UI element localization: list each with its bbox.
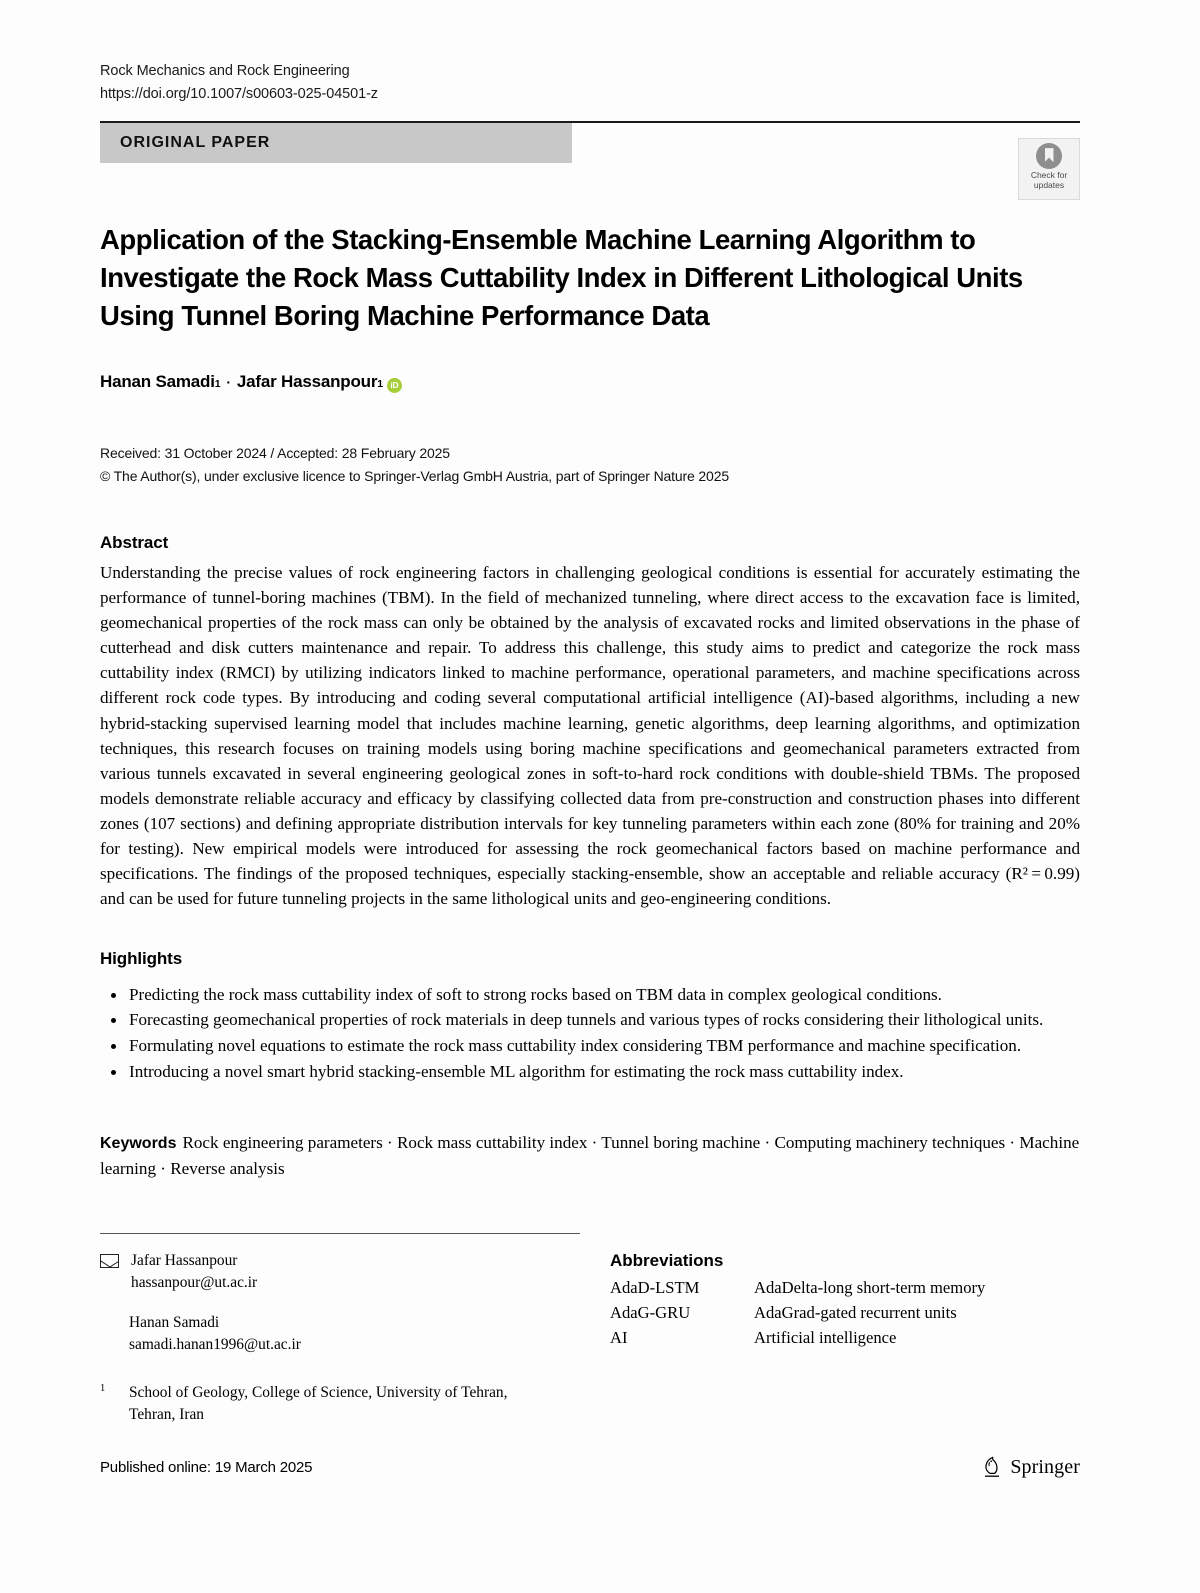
table-row (610, 1326, 985, 1351)
affiliation-text: School of Geology, College of Science, University of Tehran, Tehran, Iran (129, 1383, 508, 1423)
list-item: Introducing a novel smart hybrid stacking-ensemble ML algorithm for estimating the rock mass cuttability index. (129, 1060, 1109, 1085)
footer-columns (100, 1233, 1080, 1426)
keywords-block (100, 1130, 1080, 1181)
springer-wordmark: Springer (1010, 1455, 1080, 1478)
highlights-list (100, 983, 1109, 1084)
journal-masthead (100, 0, 1080, 107)
abbreviation-key: AI (610, 1327, 628, 1347)
coauthor-name: Hanan Samadi (129, 1314, 220, 1332)
list-item: Formulating novel equations to estimate the rock mass cuttability index considering TBM performance and machine specification. (129, 1034, 1109, 1059)
corresponding-author-email[interactable]: hassanpour@ut.ac.ir (131, 1274, 258, 1292)
check-updates-line2: updates (1033, 179, 1065, 190)
correspondence-block (100, 1233, 600, 1426)
coauthor-contact (129, 1312, 600, 1356)
corresponding-author (100, 1250, 600, 1294)
envelope-icon (100, 1254, 119, 1268)
check-updates-line1: Check for (1030, 170, 1068, 181)
table-row (610, 1276, 985, 1301)
affiliation-number: 1 (100, 1382, 106, 1394)
author-separator: · (226, 373, 231, 390)
keywords-label: Keywords (100, 1135, 177, 1153)
table-row (610, 1301, 985, 1326)
abbreviation-key: AdaG-GRU (610, 1302, 691, 1322)
page-footer (100, 1455, 1080, 1479)
corresponding-author-name: Jafar Hassanpour (131, 1252, 238, 1270)
abbreviation-key: AdaD-LSTM (610, 1277, 700, 1297)
list-item: Predicting the rock mass cuttability index of soft to strong rocks based on TBM data in complex geological conditions. (129, 983, 1109, 1008)
highlights-heading: Highlights (100, 948, 183, 968)
copyright-line: © The Author(s), under exclusive licence to Springer-Verlag GmbH Austria, part of Springer Nature 2025 (100, 467, 729, 484)
author-name-1[interactable]: Hanan Samadi (100, 371, 215, 391)
abbreviation-value: AdaDelta-long short-term memory (754, 1277, 986, 1297)
publication-dates (100, 442, 1080, 487)
published-online-date: Published online: 19 March 2025 (100, 1458, 313, 1476)
abbreviations-table (610, 1276, 985, 1351)
coauthor-email[interactable]: samadi.hanan1996@ut.ac.ir (129, 1336, 301, 1354)
affiliation-row (100, 1382, 600, 1426)
page-title: Application of the Stacking-Ensemble Machine Learning Algorithm to Investigate the Rock Mass Cuttability Index in Different Lithological Units Using Tunnel Boring Machine Performance Data (100, 224, 1023, 332)
check-for-updates-badge[interactable] (1018, 138, 1080, 200)
received-accepted-line: Received: 31 October 2024 / Accepted: 28 February 2025 (100, 444, 450, 461)
author-affiliation-marker-2: 1 (377, 377, 383, 390)
page-content (100, 0, 1080, 1426)
author-name-2[interactable]: Jafar Hassanpour (236, 371, 378, 391)
paper-type-label: ORIGINAL PAPER (120, 134, 271, 152)
abstract-text: Understanding the precise values of rock engineering factors in challenging geological conditions is essential for accurately estimating the performance of tunnel-boring machines (TBM). In the field of mechanized tunneling, where direct access to the excavation face is limited, geomechanical properties of the rock mass can only be obtained by the analysis of excavated rocks and limited observations in the phase of cutterhead and disk cutters maintenance and repair. To address this challenge, this study aims to predict and categorize the rock mass cuttability index (RMCI) by utilizing indicators linked to machine performance, operational parameters, and machine specifications across different rock code types. By introducing and coding several computational artificial intelligence (AI)-based algorithms, including a new hybrid-stacking supervised learning model that includes machine learning, genetic algorithms, deep learning algorithms, and optimization techniques, this research focuses on training models using boring machine specifications and geomechanical parameters extracted from various tunnels excavated in several engineering geological zones in soft-to-hard rock conditions with double-shield TBMs. The proposed models demonstrate reliable accuracy and efficacy by classifying collected data from pre-construction and construction phases into different zones (107 sections) and defining appropriate distribution intervals for key tunneling parameters within each zone (80% for training and 20% for testing). New empirical models were introduced for assessing the rock geomechanical factors based on machine performance and specifications. The findings of the proposed techniques, especially stacking-ensemble, show an acceptable and reliable accuracy (R² = 0.99) and can be used for future tunneling projects in the same lithological units and geo-engineering conditions. (100, 563, 1080, 908)
list-item: Forecasting geomechanical properties of rock materials in deep tunnels and various types of rocks considering their lithological units. (129, 1008, 1109, 1033)
springer-knight-icon (981, 1455, 1003, 1479)
orcid-icon[interactable]: iD (387, 378, 402, 393)
doi-link[interactable]: https://doi.org/10.1007/s00603-025-04501-z (100, 86, 378, 103)
footnote-divider (100, 1233, 580, 1235)
abstract-heading: Abstract (100, 533, 169, 553)
abbreviations-block (600, 1233, 1080, 1426)
check-for-updates-icon (1036, 143, 1062, 169)
journal-title: Rock Mechanics and Rock Engineering (100, 63, 350, 79)
author-affiliation-marker-1: 1 (214, 377, 221, 390)
keywords-text: Rock engineering parameters · Rock mass cuttability index · Tunnel boring machine · Computing machinery techniques · Machine learning · Reverse analysis (100, 1133, 1080, 1178)
abbreviation-value: Artificial intelligence (754, 1327, 897, 1347)
author-list (100, 372, 1080, 392)
paper-type-row (100, 123, 1080, 190)
abbreviation-value: AdaGrad-gated recurrent units (754, 1302, 957, 1322)
springer-logo (981, 1455, 1080, 1479)
abbreviations-heading: Abbreviations (610, 1250, 724, 1270)
